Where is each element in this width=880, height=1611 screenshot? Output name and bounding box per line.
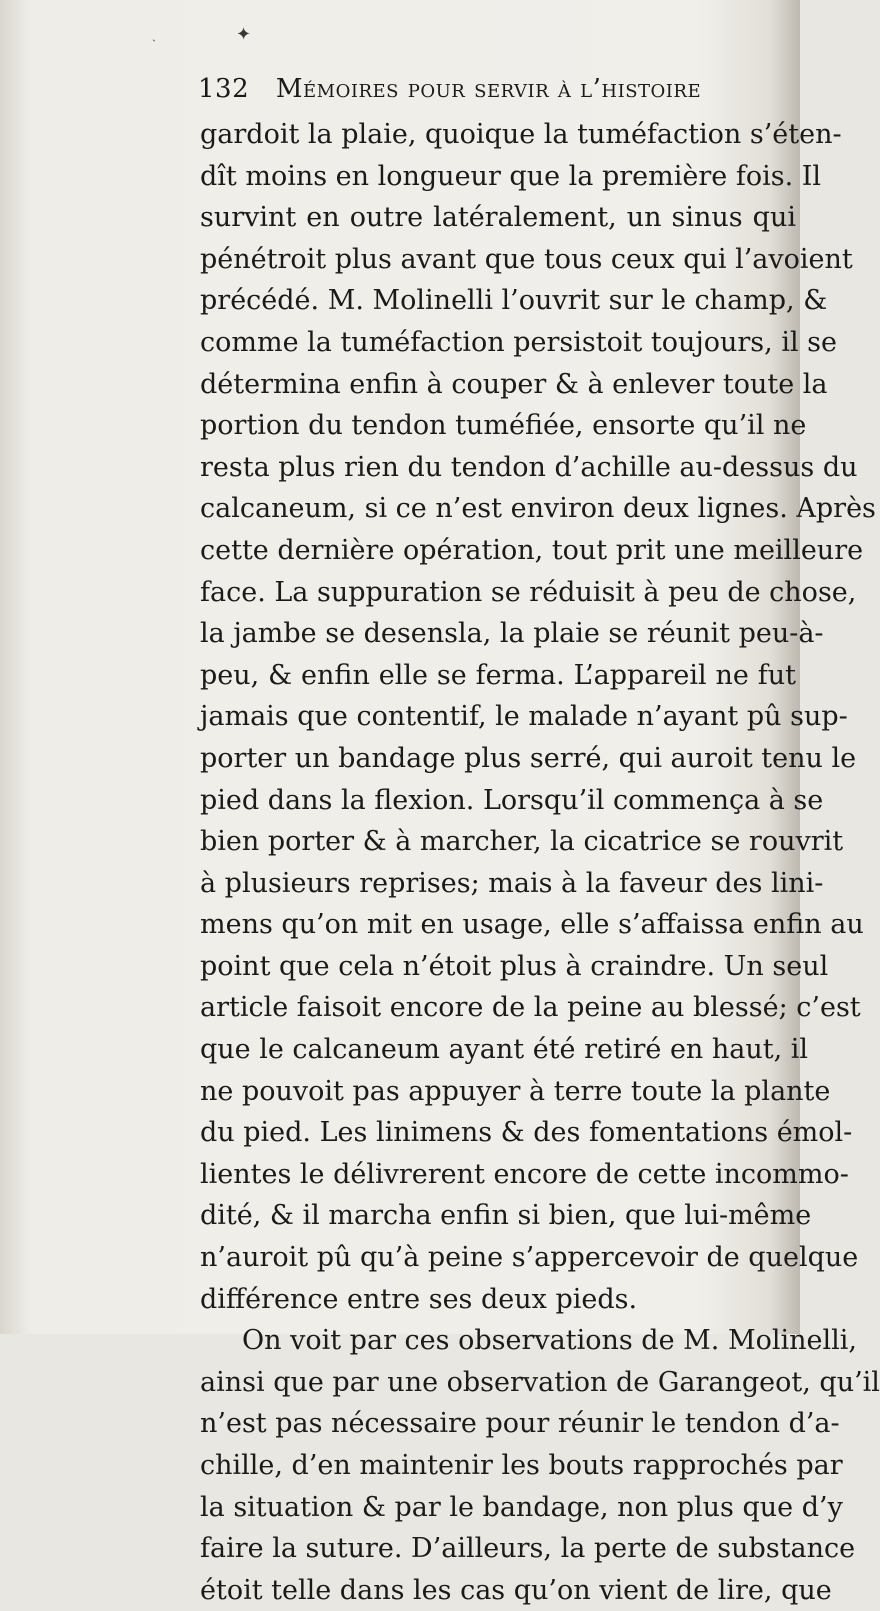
text-line: détermina enfin à couper & à enlever toute la <box>200 368 828 400</box>
paragraph <box>200 114 876 1320</box>
text-line: ainsi que par une observation de Garangeot, qu’il <box>200 1366 880 1398</box>
text-line: mens qu’on mit en usage, elle s’affaissa enfin au <box>200 909 864 941</box>
text-line: gardoit la plaie, quoique la tuméfaction s’éten- <box>200 119 842 150</box>
ink-speck: ✦ <box>236 24 252 45</box>
text-line: jamais que contentif, le malade n’ayant pû sup- <box>200 701 848 733</box>
text-line: étoit telle dans les cas qu’on vient de lire, que <box>200 1574 832 1606</box>
text-line: bien porter & à marcher, la cicatrice se rouvrit <box>200 826 844 858</box>
text-line: la jambe se desensla, la plaie se réunit peu-à- <box>200 618 824 650</box>
ink-speck: ˎ <box>152 28 156 42</box>
text-line: porter un bandage plus serré, qui auroit tenu le <box>200 742 857 774</box>
text-line: du pied. Les linimens & des fomentations émol- <box>200 1117 853 1149</box>
text-line: dité, & il marcha enfin si bien, que lui-même <box>200 1200 812 1232</box>
page-header <box>198 74 798 104</box>
text-line: différence entre ses deux pieds. <box>200 1283 638 1315</box>
text-line: calcaneum, si ce n’est environ deux lignes. Après <box>200 493 876 525</box>
text-line: point que cela n’étoit plus à craindre. Un seul <box>200 950 829 982</box>
page-number: 132 <box>198 74 250 104</box>
text-line: à plusieurs reprises; mais à la faveur des lini- <box>200 867 824 899</box>
text-line: peu, & enfin elle se ferma. L’appareil ne fut <box>200 659 796 691</box>
text-line: cette dernière opération, tout prit une meilleure <box>200 534 864 566</box>
running-title: Mémoires pour servir à l’histoire <box>275 74 702 104</box>
text-line: n’est pas nécessaire pour réunir le tendon d’a- <box>200 1408 840 1440</box>
text-line: dît moins en longueur que la première fois. Il <box>200 160 822 192</box>
text-line: pied dans la flexion. Lorsqu’il commença à se <box>200 784 824 816</box>
text-line: pénétroit plus avant que tous ceux qui l’avoient <box>200 243 853 275</box>
paragraph <box>200 1320 880 1611</box>
text-line: face. La suppuration se réduisit à peu de chose, <box>200 576 857 608</box>
text-line: la situation & par le bandage, non plus que d’y <box>200 1491 843 1523</box>
text-line: lientes le délivrerent encore de cette incommo- <box>200 1158 849 1190</box>
text-line: portion du tendon tuméfiée, ensorte qu’il ne <box>200 410 807 442</box>
text-line: précédé. M. Molinelli l’ouvrit sur le champ, & <box>200 285 828 317</box>
body-text <box>200 114 880 1611</box>
text-line: survint en outre latéralement, un sinus qui <box>200 202 796 234</box>
text-line: faire la suture. D’ailleurs, la perte de substance <box>200 1533 856 1565</box>
text-line: article faisoit encore de la peine au blessé; c’est <box>200 992 861 1024</box>
text-line: n’auroit pû qu’à peine s’appercevoir de quelque <box>200 1242 859 1274</box>
text-line: que le calcaneum ayant été retiré en haut, il <box>200 1034 809 1066</box>
text-line: ne pouvoit pas appuyer à terre toute la plante <box>200 1075 831 1107</box>
text-line: resta plus rien du tendon d’achille au-dessus du <box>200 451 858 483</box>
text-line: comme la tuméfaction persistoit toujours, il se <box>200 326 838 358</box>
text-line: chille, d’en maintenir les bouts rapprochés par <box>200 1450 843 1481</box>
text-line: On voit par ces observations de M. Molinelli, <box>242 1325 857 1357</box>
